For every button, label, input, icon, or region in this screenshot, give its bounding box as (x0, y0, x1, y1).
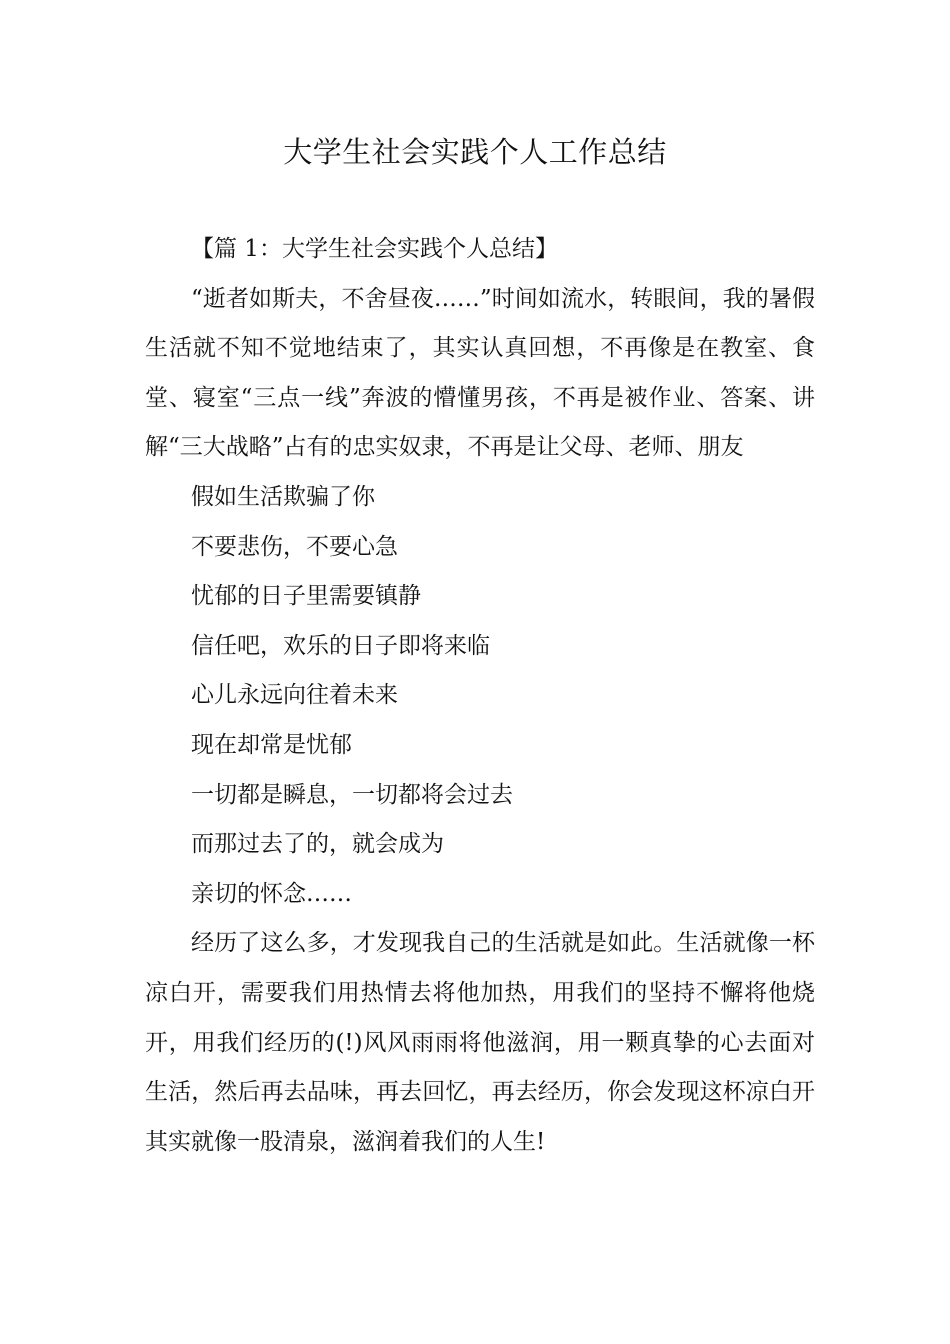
poem-line: 心儿永远向往着未来 (191, 682, 398, 709)
section-heading: 【篇 1：大学生社会实践个人总结】 (191, 236, 558, 262)
document-body (145, 225, 815, 1167)
poem-line: 忧郁的日子里需要镇静 (191, 583, 421, 610)
closing-paragraph: 经历了这么多，才发现我自己的生活就是如此。生活就像一杯凉白开，需要我们用热情去将他加热，用我们的坚持不懈将他烧开，用我们经历的(!)风风雨雨将他滋润，用一颗真挚的心去面对生活，然后再去品味，再去回忆，再去经历，你会发现这杯凉白开其实就像一股清泉，滋润着我们的人生! (145, 930, 815, 1155)
poem-line: 信任吧，欢乐的日子即将来临 (191, 632, 490, 659)
document-title: 大学生社会实践个人工作总结 (283, 135, 667, 169)
poem-line: 亲切的怀念…… (191, 880, 352, 907)
intro-paragraph: “逝者如斯夫，不舍昼夜……”时间如流水，转眼间，我的暑假生活就不知不觉地结束了，其实认真回想，不再像是在教室、食堂、寝室“三点一线”奔波的懵懂男孩，不再是被作业、答案、讲解“三大战略”占有的忠实奴隶，不再是让父母、老师、朋友 (145, 285, 815, 461)
poem-line: 而那过去了的，就会成为 (191, 831, 444, 858)
poem-line: 不要悲伤，不要心急 (191, 533, 398, 560)
poem-line: 现在却常是忧郁 (191, 731, 352, 758)
poem-line: 假如生活欺骗了你 (191, 483, 375, 510)
poem-line: 一切都是瞬息，一切都将会过去 (191, 781, 513, 808)
